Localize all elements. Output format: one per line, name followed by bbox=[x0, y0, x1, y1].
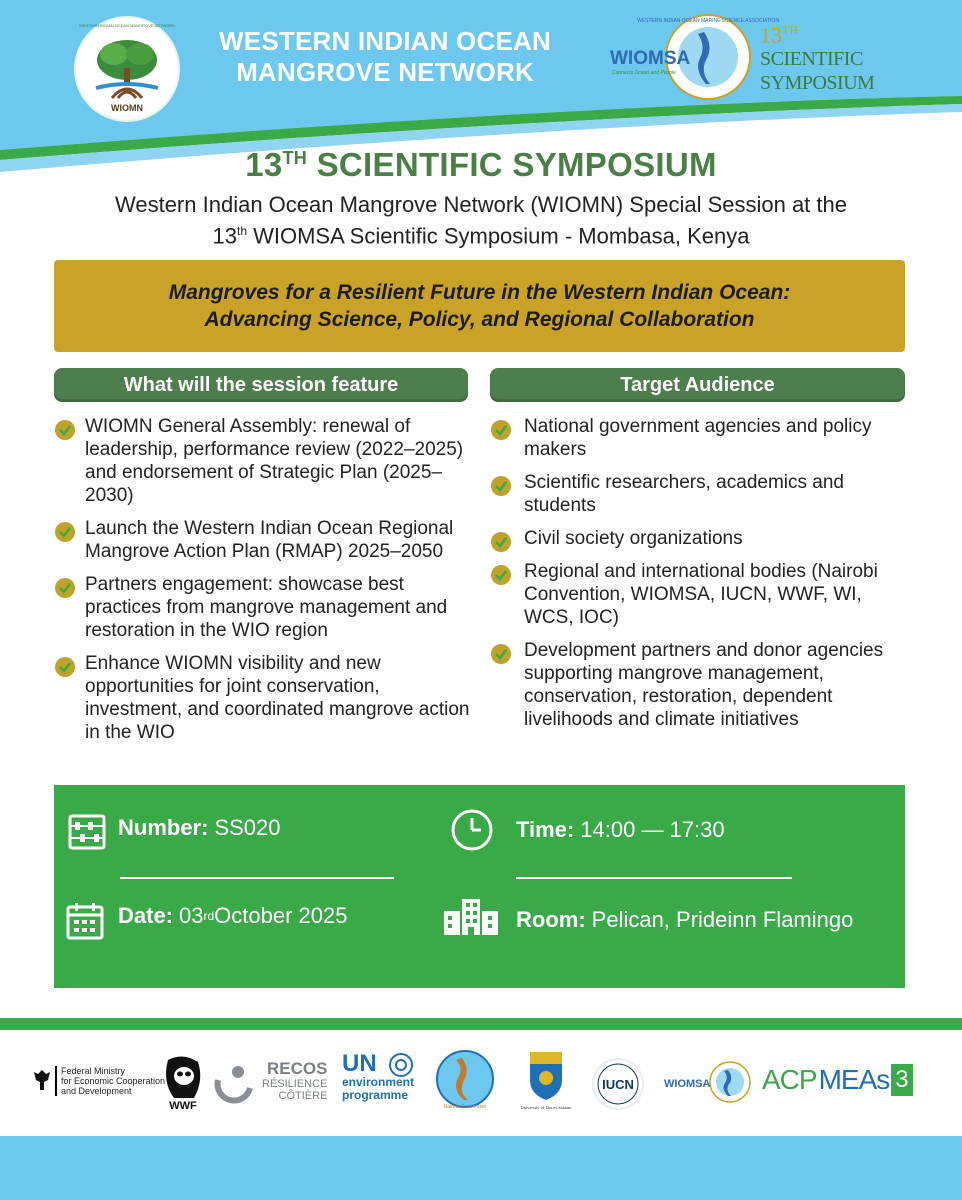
meas-number: 3 bbox=[891, 1064, 912, 1096]
recos-logo-mark bbox=[212, 1060, 262, 1100]
list-item: National government agencies and policy makers bbox=[490, 415, 910, 461]
list-item: Civil society organizations bbox=[490, 527, 910, 550]
session-number: Number: SS020 bbox=[118, 815, 281, 840]
audience-list bbox=[490, 415, 910, 741]
calendar-icon bbox=[66, 902, 104, 940]
bmz-logo: Federal Ministry for Economic Cooperation and Development bbox=[61, 1066, 166, 1096]
symposium-badge-number: 13TH bbox=[760, 22, 798, 48]
features-list bbox=[54, 415, 474, 754]
session-time: Time: 14:00 — 17:30 bbox=[516, 817, 725, 842]
check-icon bbox=[490, 419, 512, 441]
wiomsa-tagline: Connects Ocean and People bbox=[612, 70, 676, 76]
header-title bbox=[190, 26, 580, 88]
header-title-line2: MANGROVE NETWORK bbox=[236, 57, 534, 87]
list-item: Enhance WIOMN visibility and new opportunities for joint conservation, investment, and coordinated mangrove action in the WIO bbox=[54, 652, 474, 744]
header-title-line1: WESTERN INDIAN OCEAN bbox=[219, 26, 551, 56]
check-icon bbox=[54, 577, 76, 599]
divider bbox=[120, 877, 394, 879]
check-icon bbox=[490, 564, 512, 586]
wiomn-logo-caption: WIOMN bbox=[111, 103, 143, 113]
clock-icon bbox=[450, 808, 494, 852]
check-icon bbox=[54, 656, 76, 678]
subtitle-line2: 13th WIOMSA Scientific Symposium - Mombasa, Kenya bbox=[212, 223, 750, 249]
iucn-logo bbox=[590, 1056, 646, 1112]
wiomn-logo-ring-text: WESTERN INDIAN OCEAN MANGROVE NETWORK bbox=[78, 23, 176, 28]
check-icon bbox=[54, 521, 76, 543]
building-icon bbox=[442, 897, 500, 937]
symposium-badge bbox=[760, 18, 874, 95]
iucn-label: IUCN bbox=[602, 1077, 634, 1092]
wiomsa-ring-text: WESTERN INDIAN OCEAN MARINE SCIENCE ASSOCIATION bbox=[637, 18, 779, 24]
session-room: Room: Pelican, Prideinn Flamingo bbox=[516, 907, 854, 932]
nairobi-label: Nairobi Convention bbox=[443, 1104, 487, 1110]
udsm-crest-logo bbox=[516, 1046, 576, 1112]
recos-logo: RECOS RÉSILIENCE CÔTIÈRE bbox=[262, 1059, 328, 1102]
list-item: Development partners and donor agencies supporting mangrove management, conservation, restoration, dependent livelihoods and climate initiatives bbox=[490, 639, 910, 731]
footer-band bbox=[0, 1136, 962, 1200]
divider bbox=[516, 877, 792, 879]
check-icon bbox=[490, 531, 512, 553]
symposium-badge-line1: SCIENTIFIC bbox=[760, 48, 863, 71]
wiomn-logo bbox=[72, 14, 182, 124]
theme-line2: Advancing Science, Policy, and Regional Collaboration bbox=[204, 308, 755, 331]
acp-label: ACP bbox=[762, 1064, 817, 1095]
features-heading: What will the session feature bbox=[54, 368, 468, 402]
audience-heading: Target Audience bbox=[490, 368, 905, 402]
session-details bbox=[54, 785, 905, 988]
theme-banner-text bbox=[90, 279, 870, 333]
unep-logo: UN environment programme bbox=[342, 1050, 415, 1102]
wwf-label: WWF bbox=[169, 1100, 197, 1112]
udsm-label: University of Dar es Salaam bbox=[520, 1105, 572, 1110]
page-subtitle bbox=[40, 192, 922, 249]
footer-strip bbox=[0, 1018, 962, 1030]
wiomsa-small-label: WIOMSA bbox=[664, 1078, 711, 1090]
theme-line1: Mangroves for a Resilient Future in the Western Indian Ocean: bbox=[168, 281, 791, 304]
list-item: Launch the Western Indian Ocean Regional Mangrove Action Plan (RMAP) 2025–2050 bbox=[54, 517, 474, 563]
check-icon bbox=[490, 643, 512, 665]
abacus-icon bbox=[68, 814, 106, 850]
check-icon bbox=[490, 475, 512, 497]
wiomsa-name: WIOMSA bbox=[610, 48, 691, 69]
nairobi-convention-logo bbox=[434, 1048, 496, 1110]
list-item: Regional and international bodies (Nairobi Convention, WIOMSA, IUCN, WWF, WI, WCS, IOC) bbox=[490, 560, 910, 629]
eagle-icon bbox=[32, 1068, 52, 1092]
subtitle-line1: Western Indian Ocean Mangrove Network (WIOMN) Special Session at the bbox=[114, 192, 847, 217]
list-item: Scientific researchers, academics and students bbox=[490, 471, 910, 517]
page-title: 13TH SCIENTIFIC SYMPOSIUM bbox=[245, 146, 717, 183]
wiomsa-small-logo bbox=[662, 1054, 752, 1106]
list-item: Partners engagement: showcase best practices from mangrove management and restoration in the WIO region bbox=[54, 573, 474, 642]
check-icon bbox=[54, 419, 76, 441]
theme-banner bbox=[54, 260, 905, 352]
un-emblem-icon bbox=[388, 1052, 414, 1078]
symposium-badge-line2: SYMPOSIUM bbox=[760, 72, 875, 95]
sponsor-logos bbox=[0, 1040, 962, 1135]
wwf-panda-logo bbox=[160, 1054, 206, 1110]
meas-label: MEAs bbox=[818, 1064, 890, 1095]
list-item: WIOMN General Assembly: renewal of leadership, performance review (2022–2025) and endorsement of Strategic Plan (2025–2030) bbox=[54, 415, 474, 507]
session-date: Date: 03 rd October 2025 bbox=[118, 903, 348, 928]
divider bbox=[55, 1066, 57, 1096]
acp-meas-logo bbox=[762, 1064, 913, 1096]
